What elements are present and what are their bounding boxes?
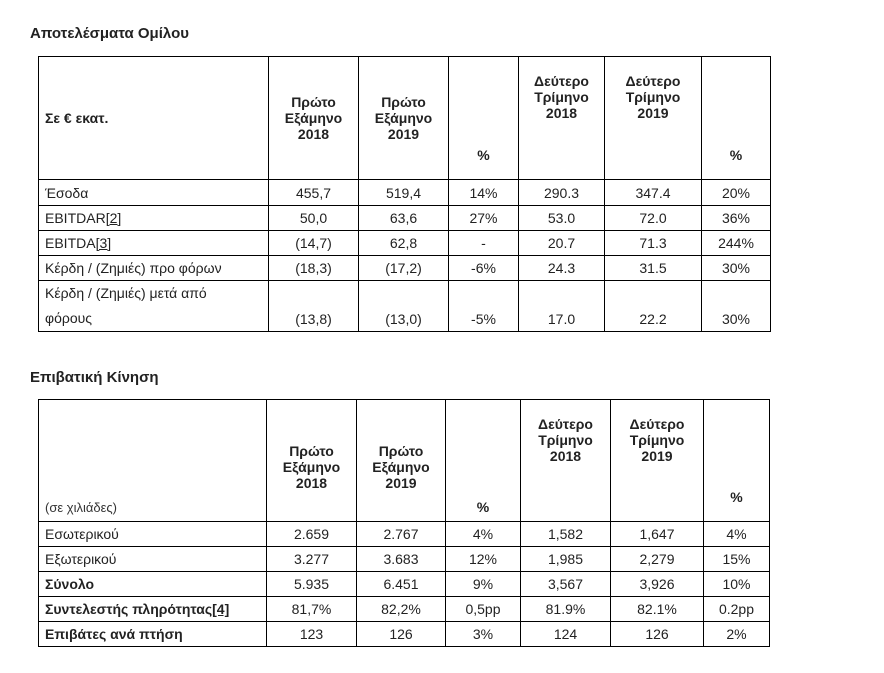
row-label: Σύνολο [39, 572, 267, 597]
footnote-link[interactable]: [2] [105, 210, 122, 226]
cell-value: 22.2 [605, 281, 702, 332]
header-col: % [446, 400, 521, 522]
cell-value: 14% [449, 180, 519, 206]
results-heading: Αποτελέσματα Ομίλου [30, 25, 189, 42]
cell-value: 12% [446, 547, 521, 572]
cell-value: 53.0 [519, 206, 605, 231]
header-col: % [704, 400, 770, 522]
cell-value: 3,926 [611, 572, 704, 597]
row-label: Έσοδα [39, 180, 269, 206]
cell-value: 63,6 [359, 206, 449, 231]
cell-value: 24.3 [519, 256, 605, 281]
cell-value: 5.935 [267, 572, 357, 597]
cell-value: 123 [267, 622, 357, 647]
row-label: Συντελεστής πληρότητας[4] [39, 597, 267, 622]
cell-value: 36% [702, 206, 771, 231]
cell-value: 3.683 [357, 547, 446, 572]
cell-value: 15% [704, 547, 770, 572]
cell-value: 455,7 [269, 180, 359, 206]
cell-value: 126 [357, 622, 446, 647]
passenger-traffic-table [38, 399, 770, 647]
table-row [39, 256, 771, 281]
header-col: % [449, 57, 519, 180]
cell-value: 126 [611, 622, 704, 647]
table-row [39, 572, 770, 597]
cell-value: 82,2% [357, 597, 446, 622]
table-row [39, 622, 770, 647]
cell-value: 81,7% [267, 597, 357, 622]
table-row [39, 231, 771, 256]
passenger-traffic-heading: Επιβατική Κίνηση [30, 369, 159, 386]
cell-value: 124 [521, 622, 611, 647]
row-label: Εξωτερικού [39, 547, 267, 572]
cell-value: - [449, 231, 519, 256]
header-col: Πρώτο Εξάμηνο 2019 [357, 400, 446, 522]
cell-value: (18,3) [269, 256, 359, 281]
cell-value: (14,7) [269, 231, 359, 256]
cell-value: 347.4 [605, 180, 702, 206]
cell-value: 3.277 [267, 547, 357, 572]
cell-value: 31.5 [605, 256, 702, 281]
cell-value: 72.0 [605, 206, 702, 231]
cell-value: 4% [704, 522, 770, 547]
header-col: Δεύτερο Τρίμηνο 2019 [605, 57, 702, 180]
cell-value: 2% [704, 622, 770, 647]
cell-value: 2,279 [611, 547, 704, 572]
group-results-table [38, 56, 771, 332]
cell-value: 81.9% [521, 597, 611, 622]
row-label: Κέρδη / (Ζημιές) προ φόρων [39, 256, 269, 281]
cell-value: 17.0 [519, 281, 605, 332]
row-label: Κέρδη / (Ζημιές) μετά από φόρους [39, 281, 269, 332]
table-row [39, 547, 770, 572]
cell-value: 20.7 [519, 231, 605, 256]
row-label: Επιβάτες ανά πτήση [39, 622, 267, 647]
header-col: Πρώτο Εξάμηνο 2018 [269, 57, 359, 180]
cell-value: 2.767 [357, 522, 446, 547]
header-col: Πρώτο Εξάμηνο 2018 [267, 400, 357, 522]
header-col: % [702, 57, 771, 180]
cell-value: -5% [449, 281, 519, 332]
header-label: (σε χιλιάδες) [39, 400, 267, 522]
cell-value: 62,8 [359, 231, 449, 256]
cell-value: 10% [704, 572, 770, 597]
table-row [39, 522, 770, 547]
cell-value: 0,5pp [446, 597, 521, 622]
cell-value: 244% [702, 231, 771, 256]
cell-value: 30% [702, 256, 771, 281]
cell-value: 0.2pp [704, 597, 770, 622]
cell-value: (17,2) [359, 256, 449, 281]
table-row [39, 206, 771, 231]
header-col: Δεύτερο Τρίμηνο 2018 [521, 400, 611, 522]
cell-value: -6% [449, 256, 519, 281]
cell-value: 20% [702, 180, 771, 206]
table-header-row [39, 57, 771, 180]
cell-value: 1,647 [611, 522, 704, 547]
row-label: EBITDAR[2] [39, 206, 269, 231]
cell-value: 4% [446, 522, 521, 547]
cell-value: 30% [702, 281, 771, 332]
cell-value: (13,0) [359, 281, 449, 332]
header-col: Πρώτο Εξάμηνο 2019 [359, 57, 449, 180]
table-row [39, 180, 771, 206]
footnote-link[interactable]: [4] [212, 601, 230, 617]
row-label: Εσωτερικού [39, 522, 267, 547]
cell-value: 519,4 [359, 180, 449, 206]
table-row [39, 597, 770, 622]
cell-value: 3% [446, 622, 521, 647]
row-label: EBITDA[3] [39, 231, 269, 256]
cell-value: 9% [446, 572, 521, 597]
cell-value: 27% [449, 206, 519, 231]
header-col: Δεύτερο Τρίμηνο 2018 [519, 57, 605, 180]
table-row [39, 281, 771, 332]
cell-value: 3,567 [521, 572, 611, 597]
cell-value: (13,8) [269, 281, 359, 332]
table-header-row [39, 400, 770, 522]
cell-value: 50,0 [269, 206, 359, 231]
cell-value: 82.1% [611, 597, 704, 622]
cell-value: 290.3 [519, 180, 605, 206]
cell-value: 2.659 [267, 522, 357, 547]
cell-value: 1,582 [521, 522, 611, 547]
cell-value: 71.3 [605, 231, 702, 256]
footnote-link[interactable]: [3] [95, 235, 112, 251]
cell-value: 6.451 [357, 572, 446, 597]
cell-value: 1,985 [521, 547, 611, 572]
header-col: Δεύτερο Τρίμηνο 2019 [611, 400, 704, 522]
header-label: Σε € εκατ. [39, 57, 269, 180]
